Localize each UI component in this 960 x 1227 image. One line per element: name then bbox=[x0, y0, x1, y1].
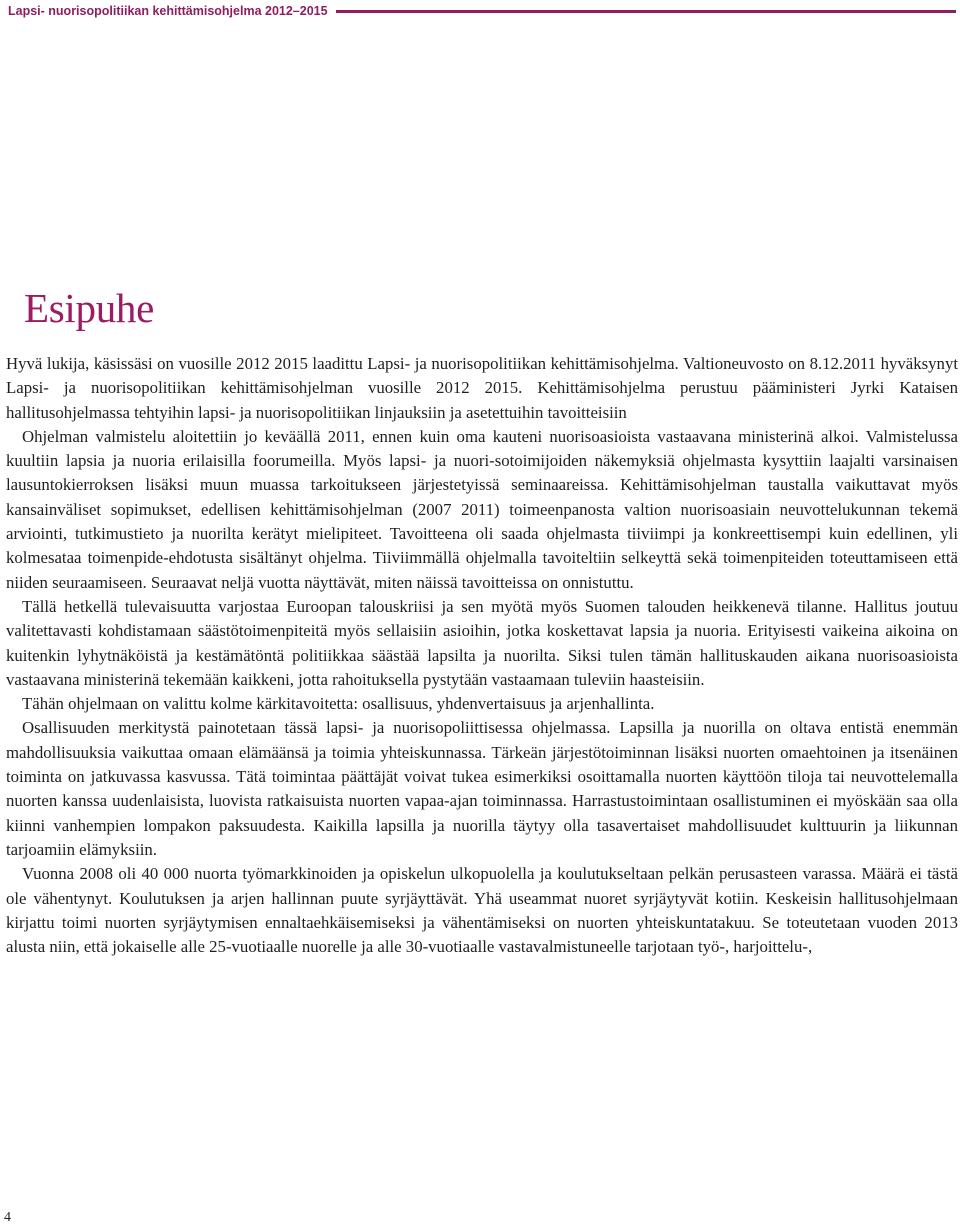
paragraph-economy: Tällä hetkellä tulevaisuutta varjostaa Euroopan talouskriisi ja sen myötä myös Suomen talouden heikkenevä tilanne. Hallitus joutuu valitettavasti kohdistamaan säästötoimenpiteitä myös sellaisiin asioihin, jotka koskettavat lapsia ja nuoria. Erityisesti vaikeina aikoina on kuitenkin lyhytnäköistä ja kestämätöntä politiikkaa säästää lapsilta ja nuorilta. Siksi tulen tämän hallituskauden aikana nuorisoasioista vastaavana ministerinä tekemään kaikkeni, jotta rahoituksella pystytään vastaamaan tuleviin haasteisiin. bbox=[6, 596, 958, 689]
page-number: 4 bbox=[4, 1210, 11, 1225]
body-text bbox=[6, 352, 958, 959]
page-title: Esipuhe bbox=[24, 285, 154, 331]
paragraph-participation: Osallisuuden merkitystä painotetaan tässä lapsi- ja nuorisopoliittisessa ohjelmassa. Lapsilla ja nuorilla on oltava entistä enemmän mahdollisuuksia vaikuttaa omaan elämäänsä ja toimia yhteiskunnassa. Tärkeän järjestötoiminnan lisäksi nuorten omaehtoinen ja itsenäinen toiminta on jatkuvassa kasvussa. Tätä toimintaa päättäjät voivat tukea esimerkiksi osoittamalla nuorten käyttöön tiloja tai neuvottelemalla nuorten kanssa uudenlaisista, luovista ratkaisuista nuorten vapaa-ajan toiminnassa. Harrastustoimintaan osallistuminen ei myöskään saa olla kiinni vanhempien lompakon paksuudesta. Kaikilla lapsilla ja nuorilla täytyy olla tasavertaiset mahdollisuudet kulttuurin ja liikunnan tarjoamiin elämyksiin. bbox=[6, 718, 958, 859]
paragraph-goals: Tähän ohjelmaan on valittu kolme kärkitavoitetta: osallisuus, yhdenvertaisuus ja arjenhallinta. bbox=[22, 694, 655, 714]
paragraph-preparation: Ohjelman valmistelu aloitettiin jo keväällä 2011, ennen kuin oma kauteni nuorisoasioista vastaavana ministerinä alkoi. Valmistelussa kuultiin lapsia ja nuoria erilaisilla foorumeilla. Myös lapsi- ja nuori-sotoimijoiden näkemyksiä ohjelmasta kysyttiin laajalti varsinaisen lausuntokierroksen lisäksi muun muassa tarkoitukseen järjestetyissä seminaareissa. Kehittämisohjelman taustalla vaikuttavat myös kansainväliset sopimukset, edellisen kehittämisohjelman (2007 2011) toimeenpanosta valtion nuorisoasiain neuvottelukunnan tekemä arviointi, tutkimustieto ja nuorilta kerätyt mielipiteet. Tavoitteena oli saada ohjelmasta tiiviimpi ja konkreettisempi kuin edellinen, yli kolmesataa toimenpide-ehdotusta sisältänyt ohjelma. Tiiviimmällä ohjelmalla tavoiteltiin selkeyttä sekä toimenpiteiden toteuttamiseen että niiden seuraamiseen. Seuraavat neljä vuotta näyttävät, miten näissä tavoitteissa on onnistuttu. bbox=[6, 426, 958, 592]
running-header bbox=[0, 0, 960, 24]
running-header-title: Lapsi- nuorisopolitiikan kehittämisohjelma 2012–2015 bbox=[8, 4, 328, 18]
paragraph-intro: Hyvä lukija, käsissäsi on vuosille 2012 2015 laadittu Lapsi- ja nuorisopolitiikan kehittämisohjelma. Valtioneuvosto on 8.12.2011 hyväksynyt Lapsi- ja nuorisopolitiikan kehittämisohjelman vuosille 2012 2015. Kehittämisohjelma perustuu pääministeri Jyrki Kataisen hallitusohjelmassa tehtyihin lapsi- ja nuorisopolitiikan linjauksiin ja asetettuihin tavoitteisiin bbox=[6, 354, 958, 422]
paragraph-youth-guarantee: Vuonna 2008 oli 40 000 nuorta työmarkkinoiden ja opiskelun ulkopuolella ja koulutukseltaan pelkän perusasteen varassa. Määrä ei tästä ole vähentynyt. Koulutuksen ja arjen hallinnan puute syrjäyttävät. Yhä useammat nuoret syrjäytyvät kotiin. Keskeisin hallitusohjelmaan kirjattu toimi nuorten syrjäytymisen ennaltaehkäisemiseksi ja vähentämiseksi on nuorten yhteiskuntatakuu. Se toteutetaan vuoden 2013 alusta niin, että jokaiselle alle 25-vuotiaalle nuorelle ja alle 30-vuotiaalle vastavalmistuneelle tarjotaan työ-, harjoittelu-, bbox=[6, 864, 958, 957]
header-rule bbox=[336, 10, 956, 13]
